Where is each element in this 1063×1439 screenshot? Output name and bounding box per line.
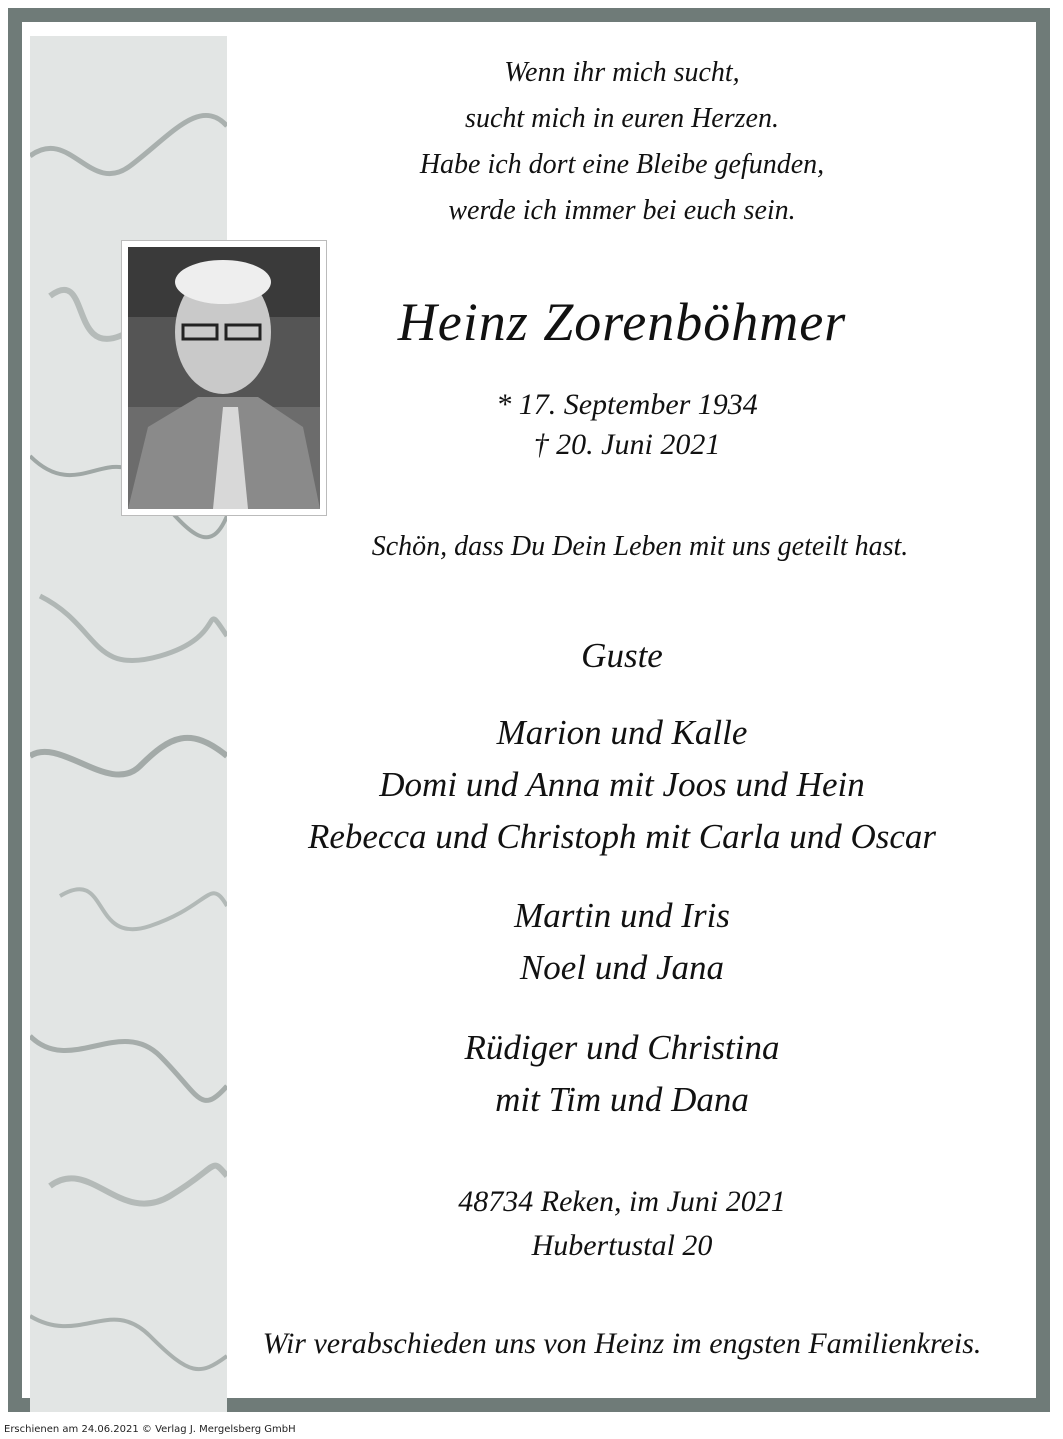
publication-footer: Erschienen am 24.06.2021 © Verlag J. Mergelsberg GmbH <box>4 1424 296 1435</box>
poem <box>207 50 1037 234</box>
family-line: Noel und Jana <box>519 948 725 987</box>
birth-date: * 17. September 1934 <box>496 388 758 421</box>
death-date: † 20. Juni 2021 <box>533 428 721 461</box>
family-group-1 <box>207 707 1037 863</box>
family-line: Martin und Iris <box>514 896 730 935</box>
place-date: 48734 Reken, im Juni 2021 <box>458 1185 786 1218</box>
family-spouse: Guste <box>581 636 663 675</box>
street: Hubertustal 20 <box>531 1229 713 1262</box>
poem-line: sucht mich in euren Herzen. <box>465 103 779 134</box>
poem-line: werde ich immer bei euch sein. <box>448 195 796 226</box>
family-line: Marion und Kalle <box>496 713 748 752</box>
closing-note: Wir verabschieden uns von Heinz im engsten Familienkreis. <box>262 1327 982 1360</box>
address-block <box>207 1180 1037 1268</box>
family-line: Rebecca und Christoph mit Carla und Oscar <box>307 817 937 856</box>
family-line: Rüdiger und Christina <box>464 1028 780 1067</box>
family-group-2 <box>207 890 1037 994</box>
poem-line: Habe ich dort eine Bleibe gefunden, <box>419 149 825 180</box>
portrait-photo <box>121 240 327 516</box>
family-group-3 <box>207 1022 1037 1126</box>
life-dates <box>207 385 1037 465</box>
poem-line: Wenn ihr mich sucht, <box>504 57 740 88</box>
family-line: mit Tim und Dana <box>495 1080 749 1119</box>
deceased-name: Heinz Zorenböhmer <box>397 292 847 352</box>
tagline: Schön, dass Du Dein Leben mit uns geteilt hast. <box>371 531 909 562</box>
family-line: Domi und Anna mit Joos und Hein <box>379 765 865 804</box>
